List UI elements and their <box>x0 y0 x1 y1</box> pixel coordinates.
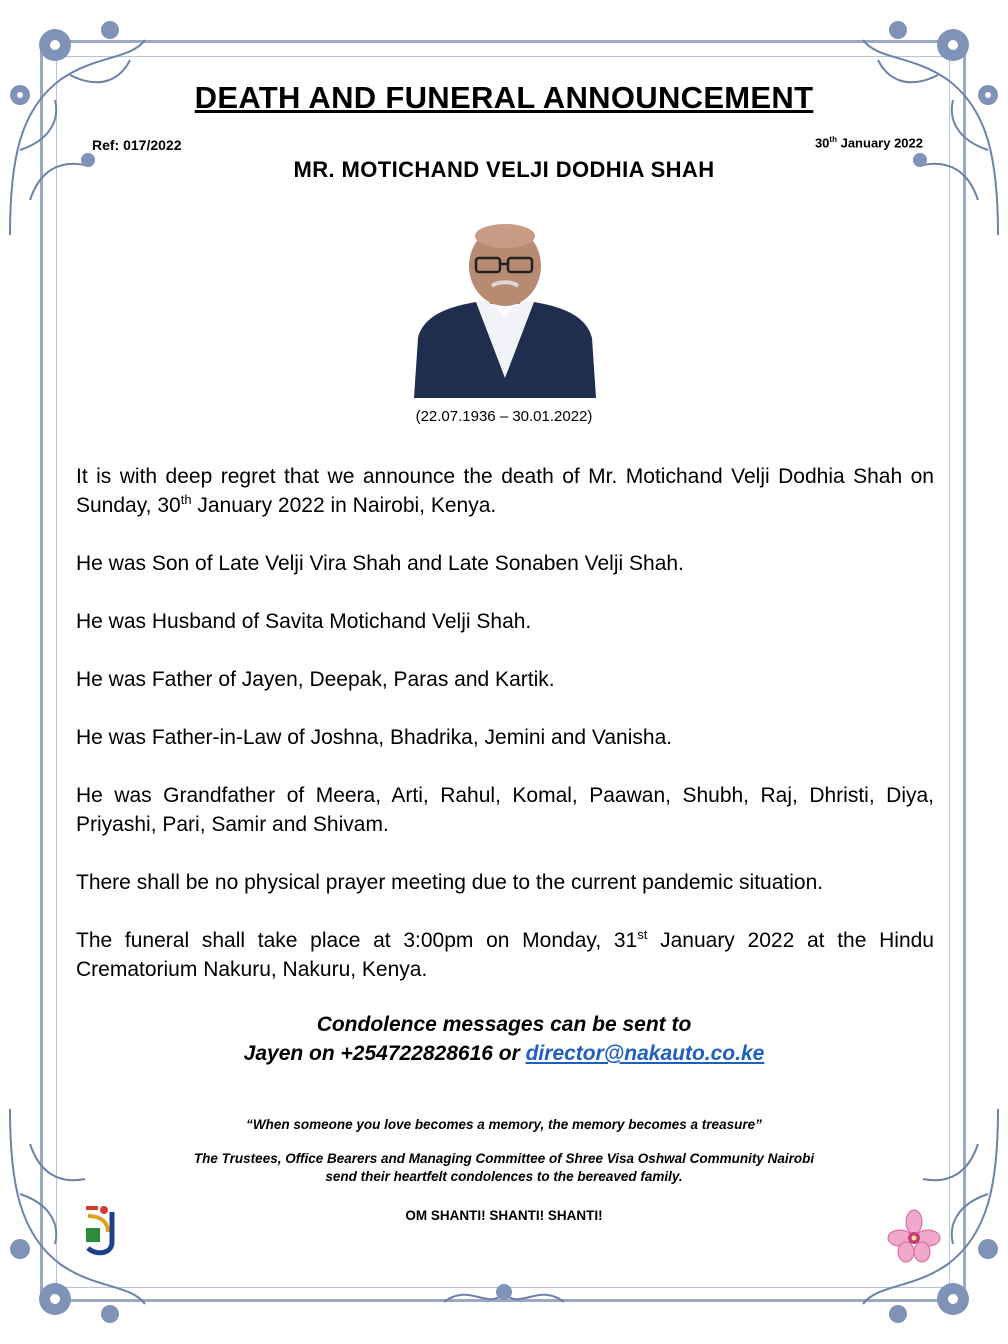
announcement-date <box>815 135 923 150</box>
condolence-line: Condolence messages can be sent to <box>316 1013 692 1036</box>
page-title: DEATH AND FUNERAL ANNOUNCEMENT <box>194 80 814 115</box>
deceased-portrait <box>414 218 596 398</box>
bottom-center-ornament <box>440 1272 568 1320</box>
children-paragraph: He was Father of Jayen, Deepak, Paras and Kartik. <box>76 668 555 691</box>
deceased-name: MR. MOTICHAND VELJI DODHIA SHAH <box>293 157 715 182</box>
floral-corner-ornament <box>0 0 150 240</box>
grandchildren-paragraph: He was Grandfather of Meera, Arti, Rahul, Komal, Paawan, Shubh, Raj, Dhristi, Diya, Priyashi, Pari, Samir and Shivam. <box>76 784 934 836</box>
date-ordinal: th <box>829 135 837 144</box>
contact-email-link[interactable]: director@nakauto.co.ke <box>525 1042 765 1065</box>
pink-orchid-icon <box>886 1208 942 1264</box>
date-month-year: January 2022 <box>836 135 923 151</box>
memorial-quote: “When someone you love becomes a memory, the memory becomes a treasure” <box>246 1117 762 1132</box>
life-dates: (22.07.1936 – 30.01.2022) <box>415 408 593 425</box>
community-logo-icon <box>78 1202 122 1260</box>
children-in-law-paragraph: He was Father-in-Law of Joshna, Bhadrika, Jemini and Vanisha. <box>76 726 673 749</box>
announcement-paragraph: It is with deep regret that we announce the death of Mr. Motichand Velji Dodhia Shah on Sunday, 30th January 2022 in Nairobi, Kenya. <box>76 465 934 517</box>
condolence-contact <box>0 1010 1008 1068</box>
spouse-paragraph: He was Husband of Savita Motichand Velji Shah. <box>76 610 532 633</box>
date-day: 30 <box>814 135 830 151</box>
reference-number: Ref: 017/2022 <box>92 137 182 153</box>
floral-corner-ornament <box>858 0 1008 240</box>
prayer-meeting-paragraph: There shall be no physical prayer meeting due to the current pandemic situation. <box>76 871 824 894</box>
parents-paragraph: He was Son of Late Velji Vira Shah and Late Sonaben Velji Shah. <box>76 552 684 575</box>
announcement-body <box>76 462 934 1013</box>
om-shanti-blessing: OM SHANTI! SHANTI! SHANTI! <box>405 1208 603 1223</box>
funeral-details-paragraph: The funeral shall take place at 3:00pm on Monday, 31st January 2022 at the Hindu Crematorium Nakuru, Nakuru, Kenya. <box>76 927 934 981</box>
floral-corner-ornament <box>0 1104 150 1344</box>
trustees-condolence: The Trustees, Office Bearers and Managing Committee of Shree Visa Oshwal Community Nairobi send their heartfelt condolences to the bereaved family. <box>193 1151 815 1184</box>
condolence-contact-line: Jayen on +254722828616 or director@nakauto.co.ke <box>243 1042 765 1065</box>
